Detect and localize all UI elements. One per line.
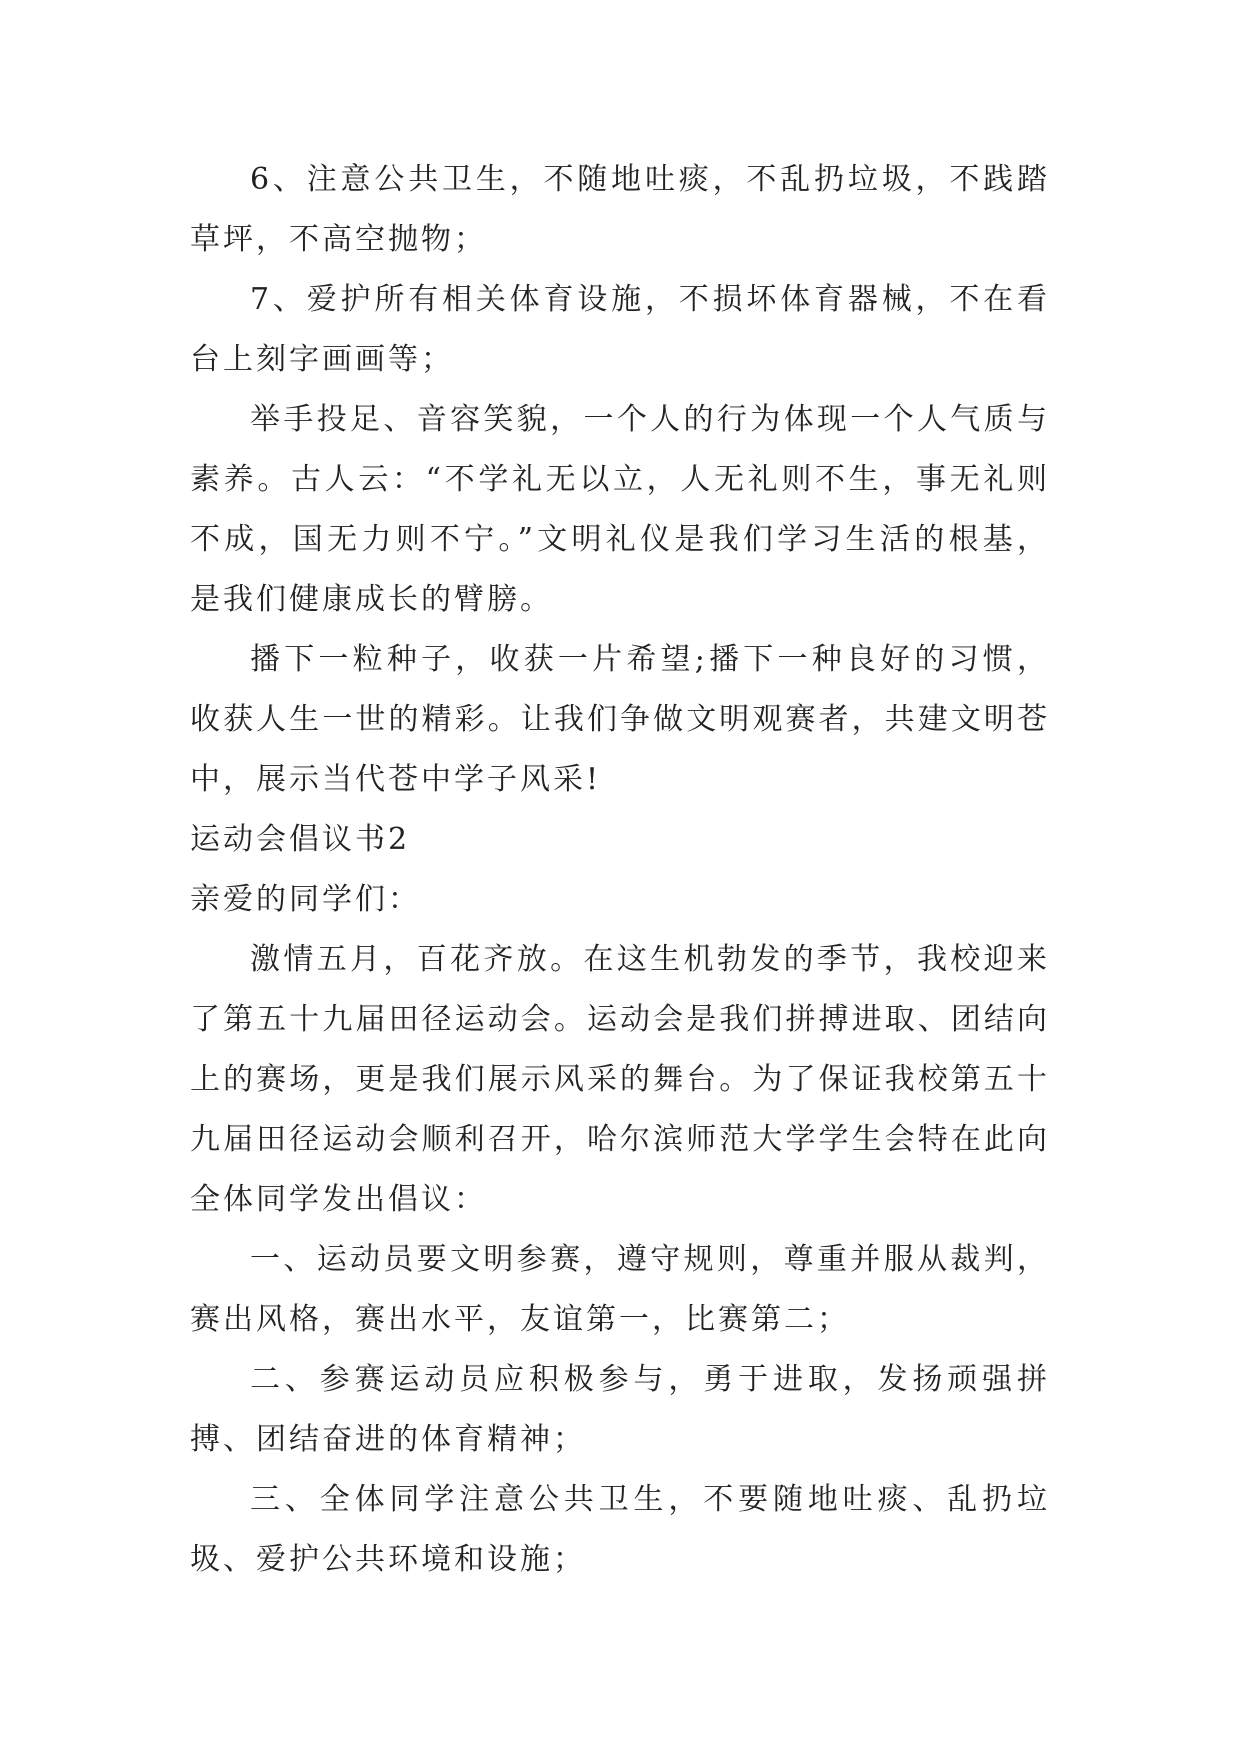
paragraph-item-2: 二、参赛运动员应积极参与，勇于进取，发扬顽强拼搏、团结奋进的体育精神； [190,1362,1050,1457]
paragraph-item-1: 一、运动员要文明参赛，遵守规则，尊重并服从裁判，赛出风格，赛出水平，友谊第一，比赛第二； [190,1242,1050,1337]
paragraph-intro: 激情五月，百花齐放。在这生机勃发的季节，我校迎来了第五十九届田径运动会。运动会是我们拼搏进取、团结向上的赛场，更是我们展示风采的舞台。为了保证我校第五十九届田径运动会顺利召开，哈尔滨师范大学学生会特在此向全体同学发出倡议： [190,942,1050,1217]
salutation: 亲爱的同学们： [190,882,421,917]
paragraph-rule-6: 6、注意公共卫生，不随地吐痰，不乱扔垃圾，不践踏草坪，不高空抛物； [190,162,1050,257]
paragraph-item-3: 三、全体同学注意公共卫生，不要随地吐痰、乱扔垃圾、爱护公共环境和设施； [190,1482,1050,1577]
paragraph-closing: 播下一粒种子，收获一片希望;播下一种良好的习惯，收获人生一世的精彩。让我们争做文明观赛者，共建文明苍中，展示当代苍中学子风采! [190,642,1050,797]
paragraph-rule-7: 7、爱护所有相关体育设施，不损坏体育器械，不在看台上刻字画画等； [190,282,1050,377]
document-body [190,150,1050,1590]
section-title: 运动会倡议书2 [190,822,411,857]
paragraph-etiquette: 举手投足、音容笑貌，一个人的行为体现一个人气质与素养。古人云：“不学礼无以立，人无礼则不生，事无礼则不成，国无力则不宁。”文明礼仪是我们学习生活的根基，是我们健康成长的臂膀。 [190,402,1050,617]
